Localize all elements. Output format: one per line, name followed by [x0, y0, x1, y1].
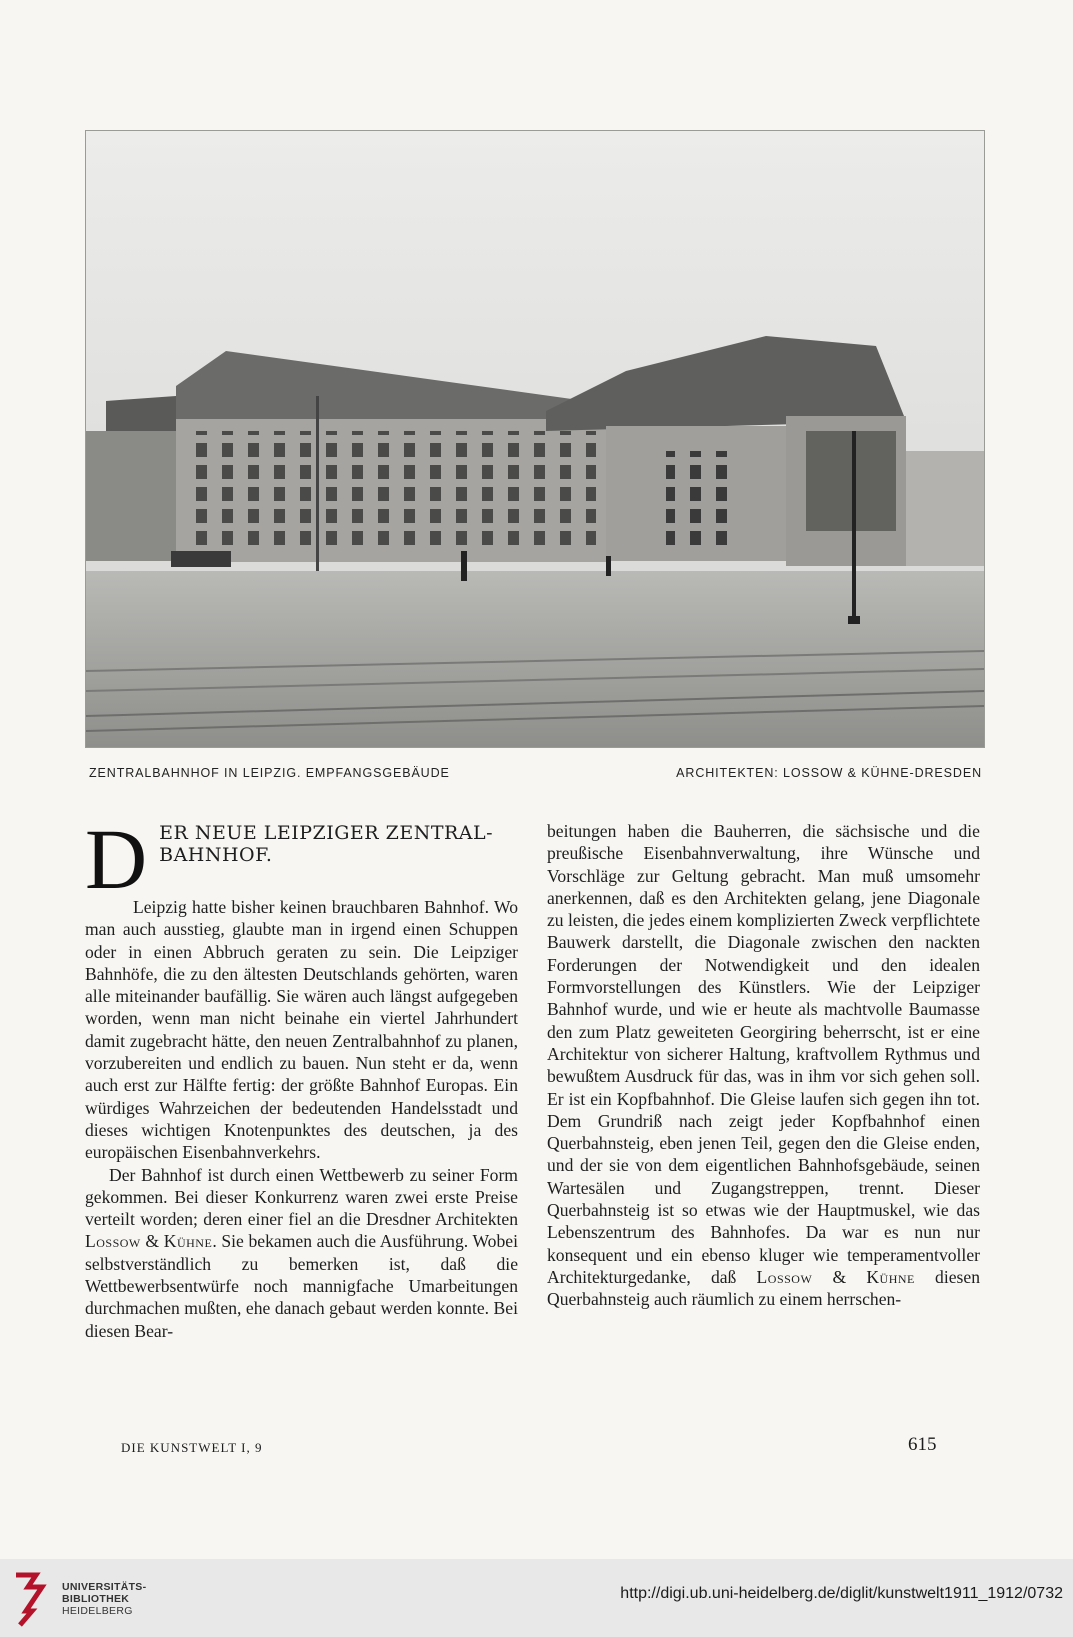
paragraph-3 — [547, 820, 980, 1311]
article-title-line2: BAHNHOF. — [159, 844, 273, 866]
ampersand-2: & — [832, 1266, 847, 1287]
library-name-line3: HEIDELBERG — [62, 1605, 133, 1617]
architect-name-kuehne-2: Kühne — [866, 1266, 915, 1287]
library-name — [62, 1581, 146, 1617]
page-number: 615 — [908, 1434, 937, 1455]
photo-caption — [89, 766, 982, 780]
drop-cap: D — [85, 811, 148, 907]
caption-architects: ARCHITEKTEN: LOSSOW & KÜHNE-DRESDEN — [676, 766, 982, 780]
station-building-image — [86, 131, 984, 747]
paragraph-2-text-b: . Sie bekamen auch die Ausführung. Wobei selbstverständlich zu bemerken ist, daß die Wettbewerbsentwürfe noch mannigfache Umarbeitungen durchmachen mußten, ehe danach gebaut werden konnte. Bei diesen Bear- — [85, 1231, 518, 1341]
paragraph-1: Leipzig hatte bisher keinen brauchbaren Bahnhof. Wo man auch ausstieg, glaubte man in irgend einen Schuppen oder in einen Abbruch geraten zu sein. Die Leipziger Bahnhöfe, die zu den ältesten Deutschlands gehörten, waren alle miteinander baufällig. Sie wären auch längst aufgegeben worden, wenn man nicht beinahe ein viertel Jahrhundert damit zugebracht hätte, den neuen Zentralbahnhof zu planen, vorzubereiten und endlich zu bauen. Nun steht er da, wenn auch erst zur Hälfte fertig: der größte Bahnhof Europas. Ein würdiges Wahrzeichen der bedeutenden Handelsstadt und dieses wichtigen Knotenpunktes des deutschen, ja des europäischen Eisenbahnverkehrs. — [85, 897, 518, 1163]
text-column-left — [85, 811, 518, 1342]
journal-footer: DIE KUNSTWELT I, 9 — [121, 1440, 263, 1455]
architect-name-lossow: Lossow — [85, 1231, 141, 1252]
library-name-line1: UNIVERSITÄTS- — [62, 1581, 147, 1593]
station-photograph — [85, 130, 985, 748]
architect-name-lossow-2: Lossow — [756, 1266, 813, 1287]
architect-name-kuehne: Kühne — [163, 1231, 213, 1252]
paragraph-3-text-b: diesen Querbahnsteig auch räumlich zu einem herrschen- — [547, 1266, 980, 1310]
text-column-right — [547, 820, 980, 1311]
paragraph-2 — [85, 1164, 518, 1342]
paragraph-2-text-a: Der Bahnhof ist durch einen Wettbewerb zu seiner Form gekommen. Bei dieser Konkurrenz waren zwei erste Preise verteilt worden; deren einer fiel an die Dresdner Architekten — [85, 1164, 518, 1230]
ampersand: & — [145, 1231, 160, 1252]
caption-title: ZENTRALBAHNHOF IN LEIPZIG. EMPFANGSGEBÄUDE — [89, 766, 450, 780]
university-library-logo-icon — [12, 1571, 52, 1627]
library-bar — [0, 1559, 1073, 1637]
source-url[interactable]: http://digi.ub.uni-heidelberg.de/diglit/kunstwelt1911_1912/0732 — [620, 1585, 1063, 1602]
paragraph-3-text-a: beitungen haben die Bauherren, die sächsische und die preußische Eisenbahnverwaltung, ihre Wünsche und Vorschläge zur Geltung gebracht. Man muß umsomehr anerkennen, daß es den Architekten gelang, jene Diagonale zu leisten, die jedes einem komplizierten Zweck verpflichtete Bauwerk darstellt, die Diagonale zwischen den nackten Forderungen der Notwendigkeit und den idealen Formvorstellungen des Künstlers. Wie der Leipziger Bahnhof wurde, und wie er heute als machtvolle Baumasse den zum Platz geweiteten Georgiring beherrscht, ist er eine Architektur von sicherer Haltung, kraftvollem Rythmus und bewußtem Ausdruck für das, was in ihm vor sich gehen soll. Er ist ein Kopfbahnhof. Die Gleise laufen sich gegen ihn tot. Dem Grundriß nach zeigt jeder Kopfbahnhof einen Querbahnsteig, eben jenen Teil, gegen den die Gleise enden, und der sie von dem eigentlichen Bahnhofsgebäude, seinen Wartesälen und Zugangstreppen, trennt. Dieser Querbahnsteig ist so etwas wie der Hauptmuskel, wie das Lebenszentrum des Bahnhofes. Da war es nun nur konsequent und ein ebenso kluger wie temperamentvoller Architekturgedanke, daß — [547, 821, 980, 1287]
article-title-line1: ER NEUE LEIPZIGER ZENTRAL- — [159, 822, 494, 844]
library-name-line2: BIBLIOTHEK — [62, 1593, 130, 1605]
article-title — [85, 820, 518, 866]
